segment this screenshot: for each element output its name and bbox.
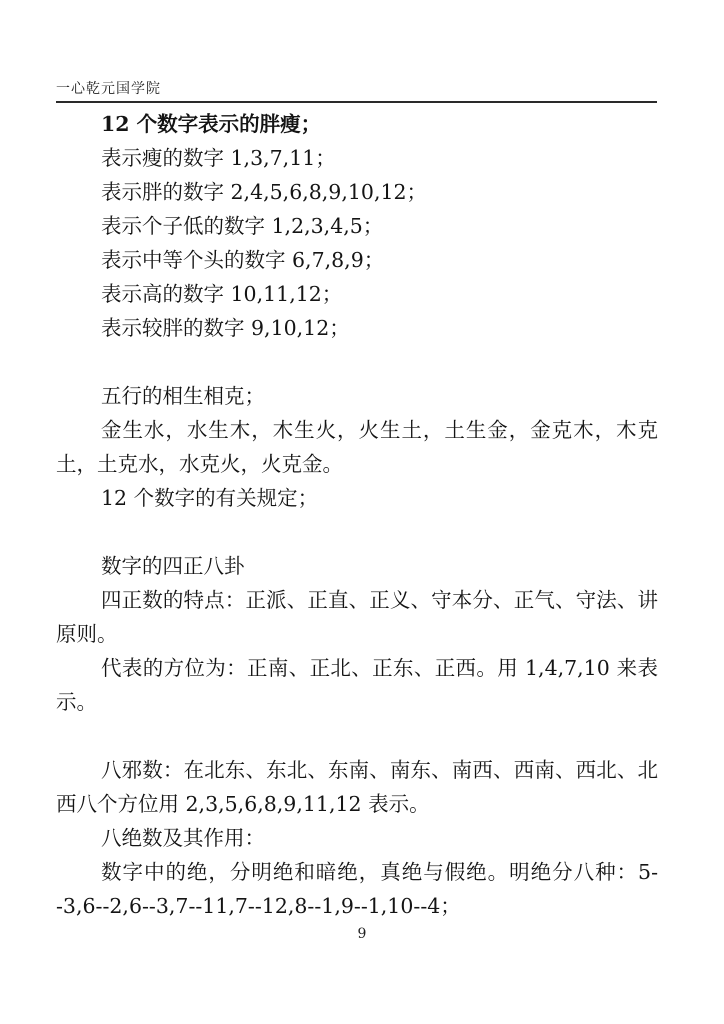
section-heading-number-rules: 12 个数字的有关规定； [101,486,319,510]
paragraph-gap [56,515,658,549]
paragraph-five-elements: 金生水，水生木，木生火，火生土，土生金，金克木，木克土，土克水，水克火，火克金。 [56,418,658,476]
section-heading-fatness: 12 个数字表示的胖瘦； [101,112,322,136]
page-number: 9 [357,926,367,942]
paragraph-four-main-directions: 代表的方位为：正南、正北、正东、正西。用 1,4,7,10 来表示。 [56,656,658,714]
page-body [56,107,658,923]
paragraph-eight-evil-numbers: 八邪数：在北东、东北、东南、南东、南西、西南、西北、北西八个方位用 2,3,5,6,8,9,11,12 表示。 [56,758,658,816]
paragraph-gap [56,345,658,379]
header-divider [56,101,657,103]
text-line-fat-numbers: 表示胖的数字 2,4,5,6,8,9,10,12； [101,180,428,204]
paragraph-gap [56,719,658,753]
section-heading-five-elements: 五行的相生相克； [101,384,265,408]
text-line-tall-numbers: 表示高的数字 10,11,12； [101,282,343,306]
text-line-fatter-numbers: 表示较胖的数字 9,10,12； [101,316,350,340]
section-heading-four-main: 数字的四正八卦 [101,554,245,578]
text-line-thin-numbers: 表示瘦的数字 1,3,7,11； [101,146,336,170]
paragraph-four-main-traits: 四正数的特点：正派、正直、正义、守本分、正气、守法、讲原则。 [56,588,658,646]
paragraph-eight-absolute: 数字中的绝，分明绝和暗绝，真绝与假绝。明绝分八种：5--3,6--2,6--3,7--11,7--12,8--1,9--1,10--4； [56,860,658,918]
text-line-short-numbers: 表示个子低的数字 1,2,3,4,5； [101,214,384,238]
section-heading-eight-absolute: 八绝数及其作用： [101,826,265,850]
text-line-medium-height-numbers: 表示中等个头的数字 6,7,8,9； [101,248,385,272]
page-header: 一心乾元国学院 [56,81,161,97]
